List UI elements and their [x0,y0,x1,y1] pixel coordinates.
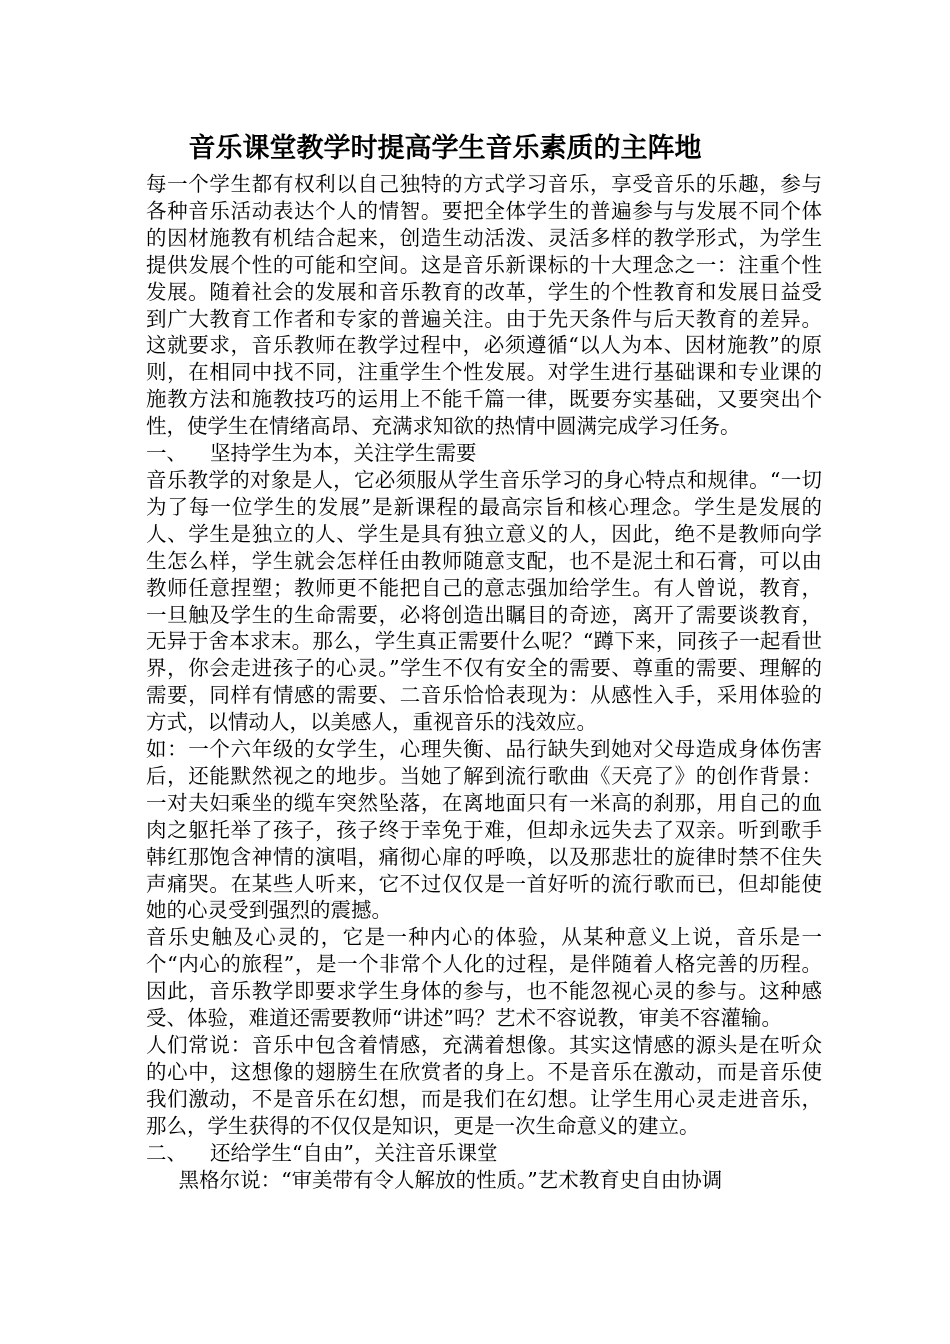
paragraph-hegel: 黑格尔说：“审美带有令人解放的性质。”艺术教育史自由协调 [146,1167,723,1192]
section-heading-1-text: 坚持学生为本，关注学生需要 [210,441,477,466]
paragraph-intro: 每一个学生都有权利以自己独特的方式学习音乐，享受音乐的乐趣，参与各种音乐活动表达个人的情智。要把全体学生的普遍参与与发展不同个体的因材施教有机结合起来，创造生动活泼、灵活多样的教学形式，为学生提供发展个性的可能和空间。这是音乐新课标的十大理念之一：注重个性发展。随着社会的发展和音乐教育的改革，学生的个性教育和发展日益受到广大教育工作者和专家的普遍关注。由于先天条件与后天教育的差异。这就要求，音乐教师在教学过程中，必须遵循“以人为本、因材施教”的原则，在相同中找不同，注重学生个性发展。对学生进行基础课和专业课的施教方法和施教技巧的运用上不能千篇一律，既要夯实基础，又要突出个性，使学生在情绪高昂、充满求知欲的热情中圆满完成学习任务。 [146,172,822,439]
paragraph-example: 如：一个六年级的女学生，心理失衡、品行缺失到她对父母造成身体伤害后，还能默然视之的地步。当她了解到流行歌曲《天亮了》的创作背景：一对夫妇乘坐的缆车突然坠落，在离地面只有一米高的刹那，用自己的血肉之躯托举了孩子，孩子终于幸免于难，但却永远失去了双亲。听到歌手韩红那饱含神情的演唱，痛彻心扉的呼唤，以及那悲壮的旋律时禁不住失声痛哭。在某些人听来，它不过仅仅是一首好听的流行歌而已，但却能使她的心灵受到强烈的震撼。 [146,737,822,923]
section-heading-2 [146,1140,822,1167]
paragraph-student-needs: 音乐教学的对象是人，它必须服从学生音乐学习的身心特点和规律。“一切为了每一位学生的发展”是新课程的最高宗旨和核心理念。学生是发展的人、学生是独立的人、学生是具有独立意义的人，因此，绝不是教师向学生怎么样，学生就会怎样任由教师随意支配，也不是泥土和石膏，可以由教师任意捏塑；教师更不能把自己的意志强加给学生。有人曾说，教育，一旦触及学生的生命需要，必将创造出瞩目的奇迹，离开了需要谈教育，无异于舍本求末。那么，学生真正需要什么呢？“蹲下来，同孩子一起看世界，你会走进孩子的心灵。”学生不仅有安全的需要、尊重的需要、理解的需要，同样有情感的需要、二音乐恰恰表现为：从感性入手，采用体验的方式，以情动人，以美感人，重视音乐的浅效应。 [146,467,822,735]
paragraph-music-history: 音乐史触及心灵的，它是一种内心的体验，从某种意义上说，音乐是一个“内心的旅程”，是一个非常个人化的过程，是伴随着人格完善的历程。因此，音乐教学即要求学生身体的参与，也不能忽视心灵的参与。这种感受、体验，难道还需要教师“讲述”吗？艺术不容说教，审美不容灌输。 [146,925,822,1031]
section-number-2: 二、 [146,1140,187,1165]
section-heading-1 [146,440,822,467]
paragraph-emotion: 人们常说：音乐中包含着情感，充满着想像。其实这情感的源头是在听众的心中，这想像的翅膀生在欣赏者的身上。不是音乐在激动，而是音乐使我们激动，不是音乐在幻想，而是我们在幻想。让学生用心灵走进音乐，那么，学生获得的不仅仅是知识，更是一次生命意义的建立。 [146,1033,822,1138]
section-heading-2-text: 还给学生“自由”，关注音乐课堂 [210,1140,498,1165]
document-title: 音乐课堂教学时提高学生音乐素质的主阵地 [188,133,702,164]
document-body [146,171,822,1193]
section-number-1: 一、 [146,441,187,466]
